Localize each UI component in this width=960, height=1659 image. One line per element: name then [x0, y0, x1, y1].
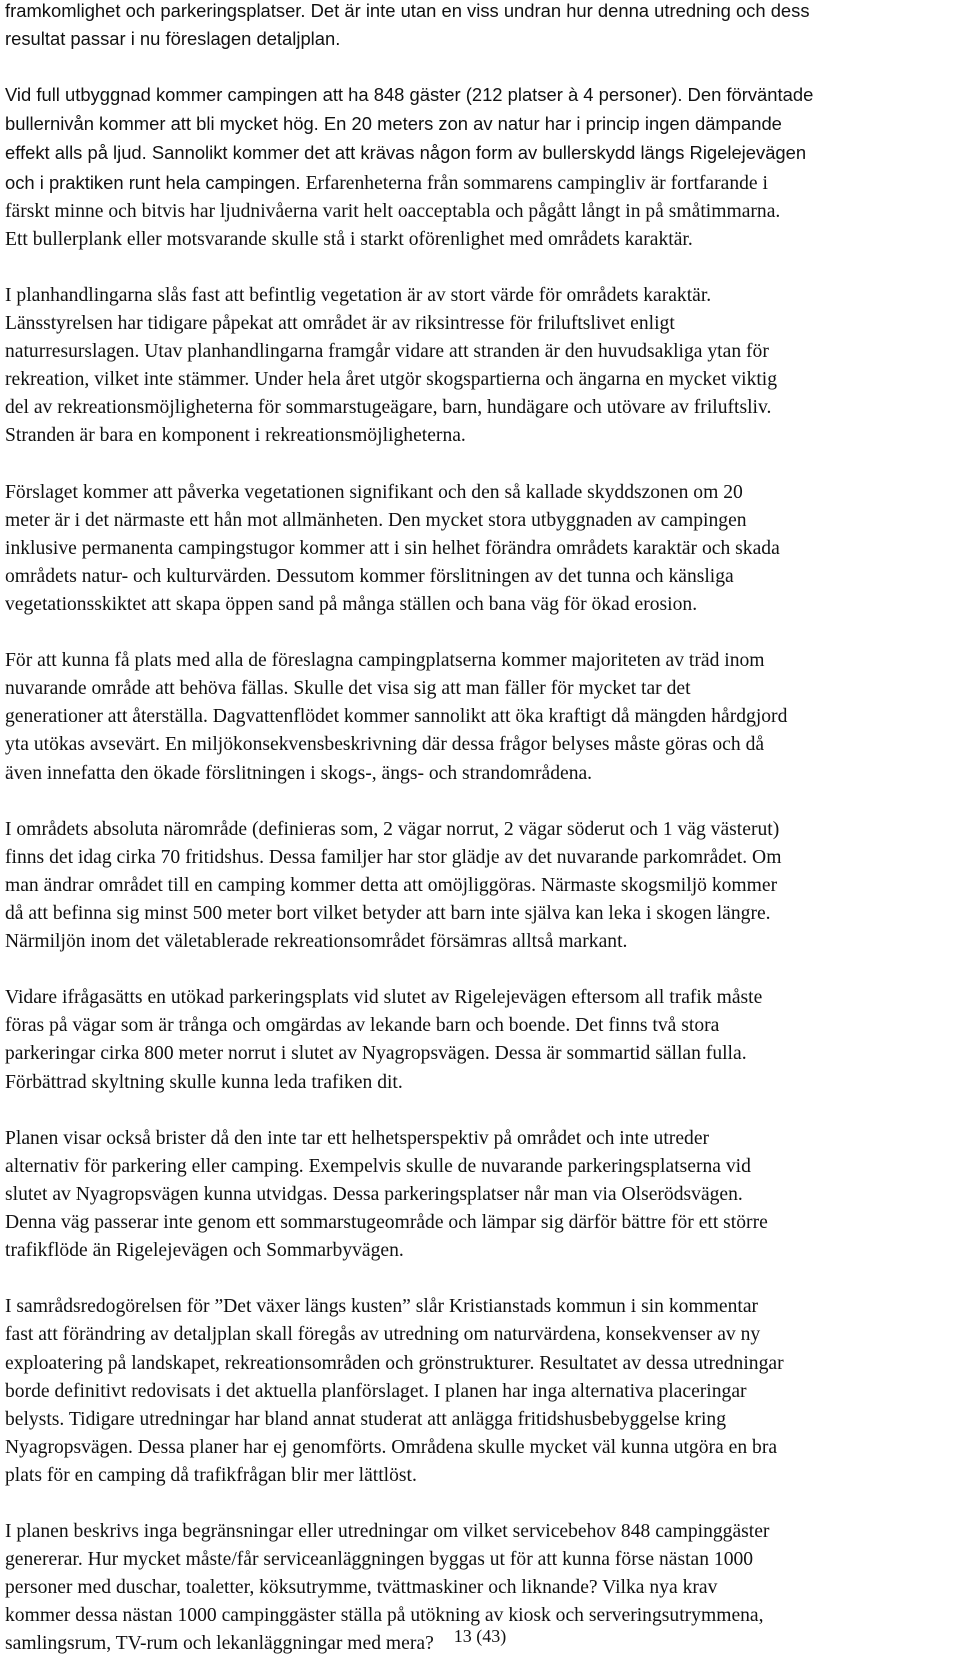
paragraph-helhetsperspektiv [5, 1125, 935, 1265]
paragraph-text: I samrådsredogörelsen för ”Det växer längs kusten” slår Kristianstads kommun i sin kommentar fast att förändring av detaljplan skall föregås av utredning om naturvärdena, konsekvenser av ny exploatering på landskapet, rekreationsområden och grönstrukturer. Resultatet av dessa utredningar borde definitivt redovisats i det aktuella planförslaget. I planen har inga alternativa placeringar belysts. Tidigare utredningar har bland annat studerat att anlägga fritidshusbebyggelse kring Nyagropsvägen. Dessa planer har ej genomförts. Områdena skulle mycket väl kunna utgöra en bra plats för en camping då trafikfrågan blir mer lättlöst. [5, 1296, 784, 1486]
page-number: 13 (43) [453, 1626, 507, 1646]
paragraph-text: I planhandlingarna slås fast att befintlig vegetation är av stort värde för områdets karaktär. Länsstyrelsen har tidigare påpekat att området är av riksintresse för friluftslivet enligt naturresurslagen. Utav planhandlingarna framgår vidare att stranden är den huvudsakliga ytan för rekreation, vilket inte stämmer. Under hela året utgör skogspartierna och ängarna en mycket viktig del av rekreationsmöjligheterna för sommarstugeägare, barn, hundägare och utövare av friluftsliv. Stranden är bara en komponent i rekreationsmöjligheterna. [5, 284, 778, 447]
paragraph-text: Vidare ifrågasätts en utökad parkeringsplats vid slutet av Rigelejevägen eftersom all trafik måste föras på vägar som är trånga och omgärdas av lekande barn och boende. Det finns två stora parkeringar cirka 800 meter norrut i slutet av Nyagropsvägen. Dessa är sommartid sällan fulla. Förbättrad skyltning skulle kunna leda trafiken dit. [5, 987, 763, 1093]
document-body [5, 0, 935, 1659]
paragraph-buller [5, 81, 935, 254]
paragraph-text: För att kunna få plats med alla de föreslagna campingplatserna kommer majoriteten av träd inom nuvarande område att behöva fällas. Skulle det visa sig att man fäller för mycket tar det generationer att återställa. Dagvattenflödet kommer sannolikt att öka kraftigt då mängden hårdgjord yta utökas avsevärt. En miljökonsekvensbeskrivning där dessa frågor belyses måste göras och då även innefatta den ökade förslitningen i skogs-, ängs- och strandområdena. [5, 650, 788, 784]
paragraph-text: Planen visar också brister då den inte tar ett helhetsperspektiv på området och inte utreder alternativ för parkering eller camping. Exempelvis skulle de nuvarande parkeringsplatserna vid slutet av Nyagropsvägen kunna utvidgas. Dessa parkeringsplatser når man via Olserödsvägen. Denna väg passerar inte genom ett sommarstugeområde och lämpar sig därför bättre för ett större trafikflöde än Rigelejevägen och Sommarbyvägen. [5, 1127, 768, 1262]
paragraph-skyddszon [5, 479, 935, 619]
paragraph-parkering [5, 984, 935, 1096]
paragraph-tradfallning [5, 647, 935, 787]
paragraph-text: I områdets absoluta närområde (definieras som, 2 vägar norrut, 2 vägar söderut och 1 väg västerut) finns det idag cirka 70 fritidshus. Dessa familjer har stor glädje av det nuvarande parkområdet. Om man ändrar området till en camping kommer detta att omöjliggöras. Närmaste skogsmiljö kommer då att befinna sig minst 500 meter bort vilket betyder att barn inte själva kan leka i skogen längre. Närmiljön inom det väletablerade rekreationsområdet försämras alltså markant. [5, 818, 782, 953]
paragraph-framkomlighet [5, 0, 935, 53]
paragraph-text: Erfarenheterna från sommarens campingliv är fortfarande i färskt minne och bitvis har ljudnivåerna varit helt oacceptabla och pågått långt in på småtimmarna. Ett bullerplank eller motsvarande skulle stå i starkt oförenlighet med områdets karaktär. [5, 172, 781, 250]
paragraph-naromrade [5, 816, 935, 956]
paragraph-vegetation-value [5, 282, 935, 451]
paragraph-text: framkomlighet och parkeringsplatser. Det är inte utan en viss undran hur denna utredning och dess resultat passar i nu föreslagen detaljplan. [5, 0, 810, 50]
paragraph-samradsredogorelse [5, 1293, 935, 1490]
paragraph-text: Förslaget kommer att påverka vegetationen signifikant och den så kallade skyddszonen om 20 meter är i det närmaste ett hån mot allmänheten. Den mycket stora utbyggnaden av campingen inklusive permanenta campingstugor kommer att i sin helhet förändra områdets karaktär och skada områdets natur- och kulturvärden. Dessutom kommer förslitningen av det tunna och känsliga vegetationsskiktet att skapa öppen sand på många ställen och bana väg för ökad erosion. [5, 481, 780, 615]
paragraph-text: I planen beskrivs inga begränsningar eller utredningar om vilket servicebehov 848 campinggäster genererar. Hur mycket måste/får serviceanläggningen byggas ut för att kunna förse nästan 1000 personer med duschar, toaletter, köksutrymme, tvättmaskiner och liknande? Vilka nya krav kommer dessa nästan 1000 campinggäster ställa på utökning av kiosk och serveringsutrymmena, samlingsrum, TV-rum och lekanläggningar med mera? [5, 1521, 770, 1655]
paragraph-text: Vid full utbyggnad kommer campingen att ha 848 gäster (212 platser à 4 personer). Den förväntade bullernivån kommer att bli mycket hög. En 20 meters zon av natur har i princip ingen dämpande effekt alls på ljud. Sannolikt kommer det att krävas någon form av bullerskydd längs Rigelejevägen och i praktiken runt hela campingen. [5, 84, 814, 193]
